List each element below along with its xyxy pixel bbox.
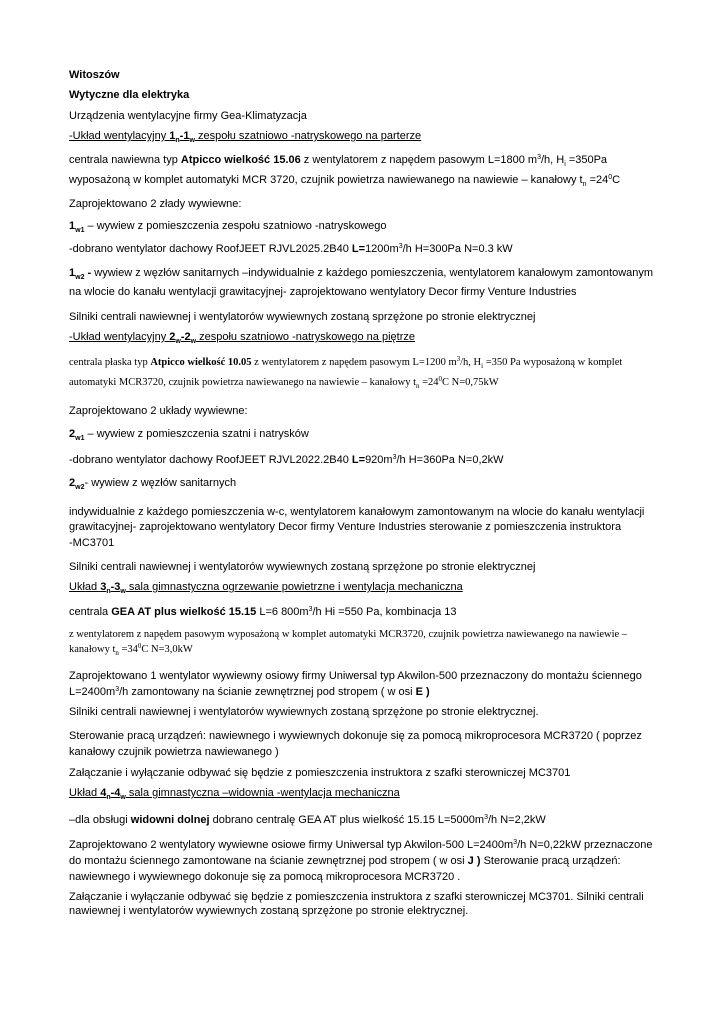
section-3-unit-line-2: kanałowy $t_n =34^0C$ N=3,0kW [69,642,193,657]
section-4-heading: Układ $4_n-4_w$ sala gimnastyczna –widownia -wentylacja mechaniczna [69,787,400,801]
section-2-fan-1: -dobrano wentylator dachowy RoofJEET RJVL2022.2B40 $L=920m^3/h$ H=360Pa N=0,2kW [69,454,504,466]
section-1-exhaust-w2-cont: na wlocie do kanału wentylacji grawitacyjnej- zaprojektowano wentylatory Decor firmy Venture Industries [69,286,577,298]
section-3-switching: Załączanie i wyłączanie odbywać się będzie z pomieszczenia instruktora z szafki sterowniczej MC3701 [69,767,571,779]
section-4-fan-line-2: do montażu ściennego zamontowane na ścianie zewnętrznej pod stropem ( w osi J ) Sterowanie pracą urządzeń: [69,855,621,867]
section-3-unit: centrala GEA AT plus wielkość 15.15 L=6 $800m^3/h$ Hi =550 Pa, kombinacja 13 [69,606,457,618]
section-2-exhaust-w2-line-1: indywidualnie z każdego pomieszczenia w-c, wentylatorem kanałowym zamontowanym na wlocie do kanału wentylacji [69,506,645,518]
section-2-exhaust-intro: Zaprojektowano 2 układy wywiewne: [69,405,248,417]
section-3-unit-line-1: z wentylatorem z napędem pasowym wyposażoną w komplet automatyki MCR3720, czujnik powietrza nawiewanego na nawiewie – [69,629,628,640]
section-3-control-line-1: Sterowanie pracą urządzeń: nawiewnego i wywiewnych dokonuje się za pomocą mikroprocesora MCR3720 ( poprzez [69,730,642,742]
section-4-fan-line-1: Zaprojektowano 2 wentylatory wywiewne osiowe firmy Uniwersal typ Akwilon-500 $L=2400m^3/h$ N=0,22kW przeznaczone [69,839,653,851]
section-4-fan-line-3: nawiewnego i wywiewnego dokonuje się za pomocą mikroprocesora MCR3720 . [69,871,461,883]
section-4-switching-line-1: Załączanie i wyłączanie odbywać się będzie z pomieszczenia instruktora z szafki sterowniczej MC3701. Silniki centrali [69,891,644,903]
section-2-exhaust-w1: $2_{w1}$ – wywiew z pomieszczenia szatni i natrysków [69,428,309,442]
section-4-switching-line-2: nawiewnej i wentylatorów wywiewnych zostaną sprzężone po stronie elektrycznej. [69,905,469,917]
section-3-heading: Układ $3_n-3_w$ sala gimnastyczna ogrzewanie powietrzne i wentylacja mechaniczna [69,581,463,595]
section-3-coupling: Silniki centrali nawiewnej i wentylatorów wywiewnych zostaną sprzężone po stronie elektrycznej. [69,706,539,718]
section-3-fan-line-2: $L=2400m^3/h$ zamontowany na ścianie zewnętrznej pod stropem ( w osi E ) [69,686,430,698]
section-2-exhaust-w2: $2_{w2}-$ wywiew z węzłów sanitarnych [69,477,237,491]
section-3-control-line-2: kanałowy czujnik powietrza nawiewanego ) [69,746,279,758]
intro-line: Urządzenia wentylacyjne firmy Gea-Klimatyzacja [69,110,307,122]
section-1-coupling: Silniki centrali nawiewnej i wentylatorów wywiewnych zostaną sprzężone po stronie elektrycznej [69,311,536,323]
document-subtitle: Wytyczne dla elektryka [69,89,190,101]
section-1-fan-1: -dobrano wentylator dachowy RoofJEET RJVL2025.2B40 $L=1200m^3/h$ H=300Pa N=0.3 kW [69,243,513,255]
section-1-exhaust-intro: Zaprojektowano 2 złady wywiewne: [69,198,242,210]
section-2-exhaust-w2-line-2: grawitacyjnej- zaprojektowano wentylatory Decor firmy Venture Industries sterowanie z pomieszczenia instruktora [69,521,622,533]
section-1-exhaust-w1: $1_{w1}$ – wywiew z pomieszczenia zespołu szatniowo -natryskowego [69,220,387,234]
section-2-unit-line-2: automatyki MCR3720, czujnik powietrza nawiewanego na nawiewie – kanałowy $t_n =24^0C$ N=0,75kW [69,375,499,390]
section-1-exhaust-w2: $1_{w2}$ - wywiew z węzłów sanitarnych –indywidualnie z każdego pomieszczenia, wentylatorem kanałowym zamontowanym [69,267,654,281]
document-title: Witoszów [69,69,120,81]
section-3-fan-line-1: Zaprojektowano 1 wentylator wywiewny osiowy firmy Uniwersal typ Akwilon-500 przeznaczony do montażu ściennego [69,670,642,682]
section-2-coupling: Silniki centrali nawiewnej i wentylatorów wywiewnych zostaną sprzężone po stronie elektrycznej [69,561,536,573]
section-1-heading: -Układ wentylacyjny $1_n-1_w$ zespołu szatniowo -natryskowego na parterze [69,130,422,144]
section-2-exhaust-w2-line-3: -MC3701 [69,537,115,549]
section-1-unit-line-1: centrala nawiewna typ Atpicco wielkość 15.06 z wentylatorem z napędem pasowym L=1800 $m^3/h$, $H_i =350Pa$ [69,154,608,168]
section-2-heading: -Układ wentylacyjny $2_w-2_w$ zespołu szatniowo -natryskowego na piętrze [69,331,415,345]
section-1-unit-line-2: wyposażoną w komplet automatyki MCR 3720, czujnik powietrza nawiewanego na nawiewie – kanałowy $t_n =24^0C$ [69,174,621,188]
section-2-unit-line-1: centrala płaska typ Atpicco wielkość 10.05 z wentylatorem z napędem pasowym L=1200 $m^3/h$, $H_i =350$ Pa wyposażoną w komplet [69,355,623,370]
section-4-unit: –dla obsługi widowni dolnej dobrano centralę GEA AT plus wielkość 15.15 $L=5000m^3/h$ N=2,2kW [69,814,546,826]
